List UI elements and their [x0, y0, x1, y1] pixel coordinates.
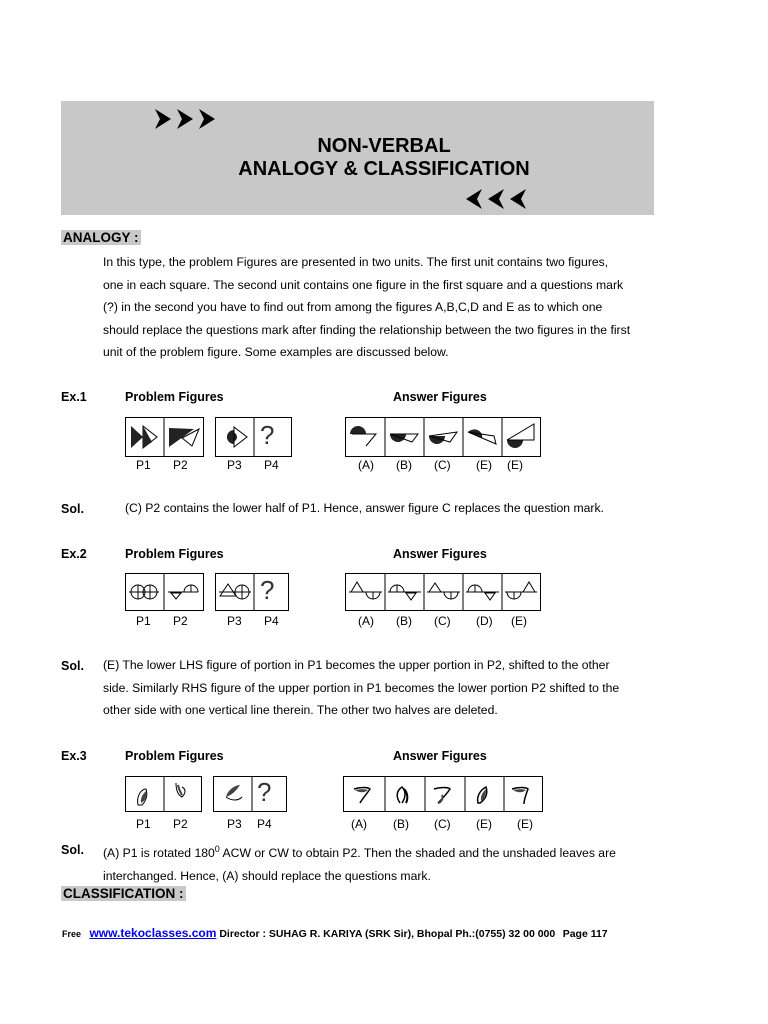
problem-figures-heading: Problem Figures	[125, 749, 224, 763]
caption: (E)	[507, 458, 523, 472]
paragraph-line: should replace the questions mark after finding the relationship between the two figures in the first	[103, 322, 631, 337]
caption: P4	[264, 458, 279, 472]
solution-line: (E) The lower LHS figure of portion in P1 becomes the upper portion in P2, shifted to the other	[103, 658, 610, 672]
ex2-answer-figures	[346, 574, 540, 610]
caption: P4	[264, 614, 279, 628]
ex3-answer-figures	[344, 777, 542, 811]
answer-figures-box	[343, 776, 543, 812]
paragraph-line: In this type, the problem Figures are presented in two units. The first unit contains two figures,	[103, 255, 609, 269]
example-label: Ex.2	[61, 547, 87, 561]
solution-label: Sol.	[61, 502, 84, 516]
footer	[62, 924, 608, 942]
problem-figure-box-p3p4	[215, 573, 289, 611]
classification-heading: CLASSIFICATION :	[63, 886, 184, 901]
page-number: Page 117	[562, 928, 608, 940]
answer-figures-box	[345, 573, 541, 611]
answer-figures-heading: Answer Figures	[393, 390, 487, 404]
caption: P2	[173, 458, 188, 472]
solution-text-part: ACW or CW to obtain P2. Then the shaded and the unshaded leaves are	[219, 846, 616, 861]
analogy-heading: ANALOGY :	[63, 230, 139, 245]
caption: P3	[227, 614, 242, 628]
solution-line: interchanged. Hence, (A) should replace the questions mark.	[103, 868, 431, 883]
caption: (E)	[476, 458, 492, 472]
ex1-answer-figures	[346, 418, 540, 456]
paragraph-line: unit of the problem figure. Some examples are discussed below.	[103, 345, 449, 360]
paragraph-line: one in each square. The second unit contains one figure in the first square and a questions mark	[103, 277, 624, 292]
caption: P4	[257, 817, 272, 831]
solution-label: Sol.	[61, 659, 84, 673]
ex3-problem-figure-p3	[214, 777, 286, 811]
footer-director: Director : SUHAG R. KARIYA (SRK Sir), Bhopal Ph.:(0755) 32 00 000	[216, 928, 556, 940]
question-mark: ?	[260, 575, 275, 605]
solution-text: (C) P2 contains the lower half of P1. Hence, answer figure C replaces the question mark.	[125, 501, 604, 515]
problem-figure-box-p1p2	[125, 573, 204, 611]
caption: (E)	[476, 817, 492, 831]
question-mark: ?	[257, 777, 272, 807]
solution-text-part: (A) P1 is rotated 180	[103, 846, 215, 861]
ex2-problem-figure-p3	[216, 574, 288, 610]
problem-figure-box-p1p2	[125, 776, 202, 812]
caption: (A)	[358, 614, 374, 628]
right-chevrons-icon	[155, 108, 221, 130]
caption: P2	[173, 614, 188, 628]
caption: (E)	[511, 614, 527, 628]
caption: (B)	[396, 614, 412, 628]
caption: (D)	[476, 614, 493, 628]
problem-figures-heading: Problem Figures	[125, 547, 224, 561]
caption: (A)	[351, 817, 367, 831]
solution-line: side. Similarly RHS figure of the upper portion in P1 becomes the lower portion P2 shifted to the	[103, 680, 620, 695]
caption: (C)	[434, 817, 451, 831]
caption: P3	[227, 458, 242, 472]
paragraph-line: (?) in the second you have to find out from among the figures A,B,C,D and E as to which one	[103, 300, 603, 315]
ex1-problem-figure-p3	[216, 418, 291, 456]
ex3-problem-figure-p1-p2	[126, 777, 201, 811]
caption: P3	[227, 817, 242, 831]
solution-label: Sol.	[61, 843, 84, 857]
question-mark: ?	[260, 420, 275, 450]
caption: (E)	[517, 817, 533, 831]
footer-website-link[interactable]: www.tekoclasses.com	[89, 926, 217, 940]
solution-line	[103, 838, 663, 865]
example-label: Ex.1	[61, 390, 87, 404]
answer-figures-heading: Answer Figures	[393, 547, 487, 561]
caption: (B)	[396, 458, 412, 472]
analogy-paragraph	[103, 251, 663, 364]
page-title-line2: ANALOGY & CLASSIFICATION	[238, 158, 530, 180]
solution-text	[103, 654, 663, 722]
caption: P1	[136, 817, 151, 831]
solution-text	[103, 838, 663, 887]
answer-figures-heading: Answer Figures	[393, 749, 487, 763]
example-label: Ex.3	[61, 749, 87, 763]
left-chevrons-icon	[466, 188, 530, 210]
ex1-problem-figure-p1-p2	[126, 418, 203, 456]
solution-line: other side with one vertical line therein. The other two halves are deleted.	[103, 703, 498, 718]
caption: P1	[136, 458, 151, 472]
footer-free: Free	[62, 929, 82, 939]
caption: P1	[136, 614, 151, 628]
problem-figures-heading: Problem Figures	[125, 390, 224, 404]
caption: (B)	[393, 817, 409, 831]
caption: (C)	[434, 614, 451, 628]
caption: (C)	[434, 458, 451, 472]
problem-figure-box-p3p4	[215, 417, 292, 457]
page-title-line1: NON-VERBAL	[317, 135, 451, 157]
problem-figure-box-p1p2	[125, 417, 204, 457]
problem-figure-box-p3p4	[213, 776, 287, 812]
degree-superscript: 0	[214, 844, 220, 854]
caption: (A)	[358, 458, 374, 472]
ex2-problem-figure-p1-p2	[126, 574, 203, 610]
caption: P2	[173, 817, 188, 831]
answer-figures-box	[345, 417, 541, 457]
